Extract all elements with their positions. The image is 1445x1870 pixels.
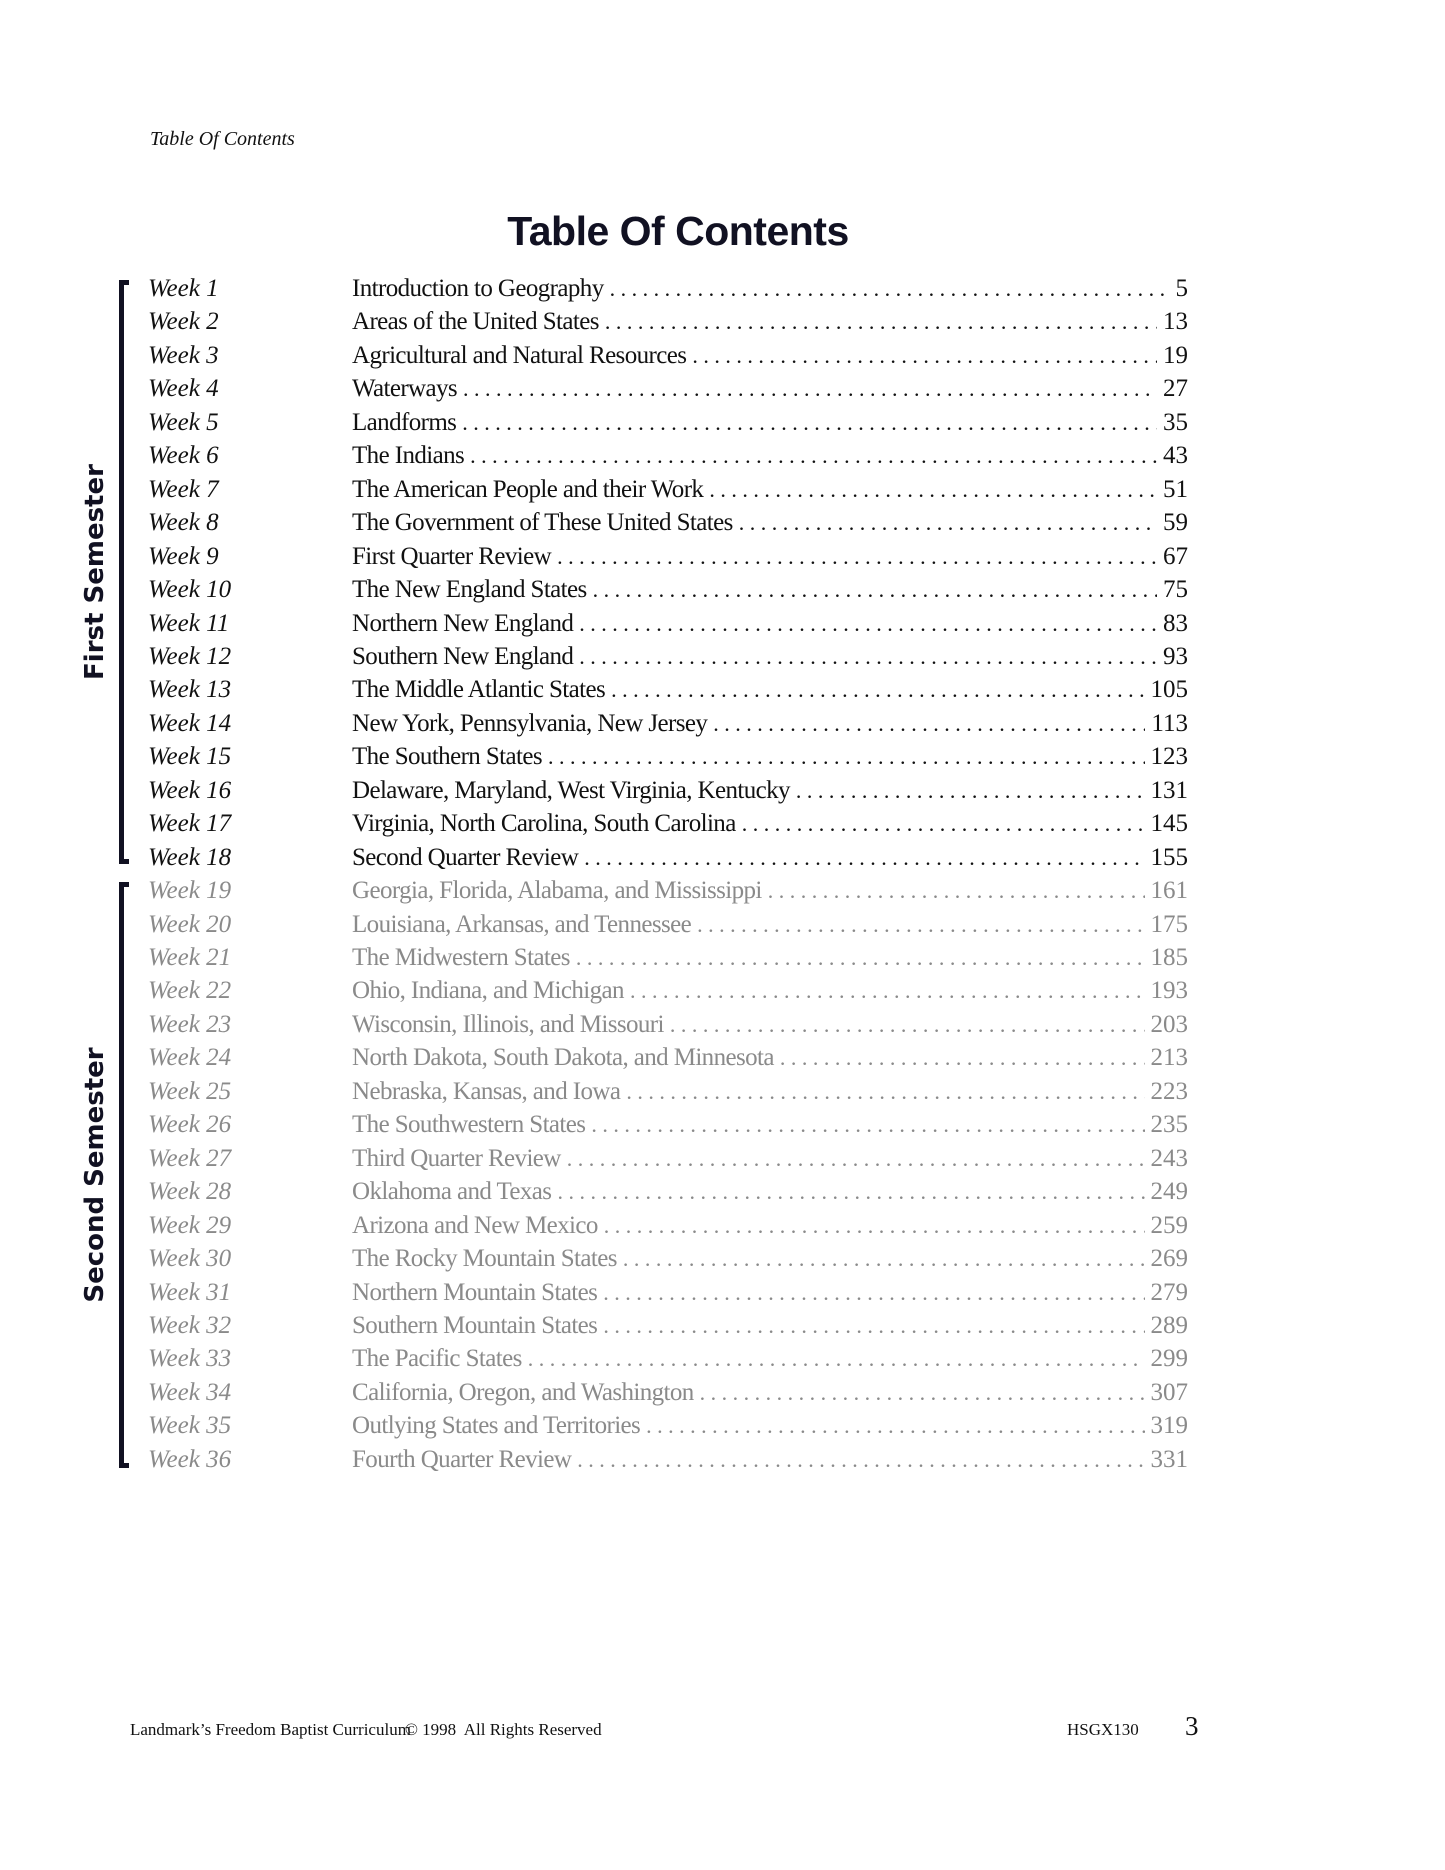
entry-page-number: 235	[1150, 1111, 1188, 1139]
toc-entry[interactable]	[352, 540, 1188, 573]
toc-row	[0, 874, 1445, 907]
entry-title: Southern New England	[352, 642, 574, 670]
week-label: Week 34	[148, 1378, 232, 1406]
leader-dots	[557, 1175, 1144, 1208]
entry-title: Ohio, Indiana, and Michigan	[352, 977, 624, 1005]
leader-dots	[742, 807, 1145, 840]
toc-entry[interactable]	[352, 1142, 1188, 1175]
leader-dots	[579, 640, 1157, 673]
toc-entry[interactable]	[352, 673, 1188, 706]
entry-title: The Indians	[352, 442, 465, 470]
entry-page-number: 35	[1163, 408, 1188, 436]
leader-dots	[796, 774, 1145, 807]
toc-entry[interactable]	[352, 874, 1188, 907]
toc-row	[0, 640, 1445, 673]
leader-dots	[567, 1142, 1145, 1175]
week-label: Week 11	[148, 609, 230, 637]
toc-row	[0, 1142, 1445, 1175]
week-label: Week 17	[148, 810, 232, 838]
entry-title: Areas of the United States	[352, 308, 599, 336]
toc-row	[0, 1175, 1445, 1208]
week-label: Week 27	[148, 1144, 232, 1172]
entry-title: The Pacific States	[352, 1345, 522, 1373]
entry-page-number: 113	[1151, 709, 1188, 737]
toc-entry[interactable]	[352, 1075, 1188, 1108]
entry-title: Nebraska, Kansas, and Iowa	[352, 1077, 621, 1105]
leader-dots	[591, 1108, 1144, 1141]
entry-title: The Government of These United States	[352, 509, 733, 537]
toc-row	[0, 974, 1445, 1007]
toc-entry[interactable]	[352, 740, 1188, 773]
week-label: Week 24	[148, 1044, 232, 1072]
entry-title: North Dakota, South Dakota, and Minnesota	[352, 1044, 774, 1072]
toc-row	[0, 908, 1445, 941]
entry-page-number: 299	[1150, 1345, 1188, 1373]
toc-row	[0, 272, 1445, 305]
toc-entry[interactable]	[352, 305, 1188, 338]
week-label: Week 36	[148, 1445, 232, 1473]
toc-row	[0, 573, 1445, 606]
week-label: Week 3	[148, 341, 219, 369]
week-label: Week 9	[148, 542, 219, 570]
toc-entry[interactable]	[352, 707, 1188, 740]
toc-entry[interactable]	[352, 640, 1188, 673]
entry-title: Outlying States and Territories	[352, 1412, 641, 1440]
entry-page-number: 59	[1163, 509, 1188, 537]
week-label: Week 21	[148, 944, 232, 971]
entry-page-number: 131	[1150, 776, 1188, 804]
entry-title: The Southwestern States	[352, 1111, 586, 1139]
toc-entry[interactable]	[352, 774, 1188, 807]
toc-row	[0, 339, 1445, 372]
week-label: Week 31	[148, 1278, 232, 1306]
entry-page-number: 249	[1150, 1178, 1188, 1206]
toc-entry[interactable]	[352, 1242, 1188, 1275]
entry-page-number: 5	[1175, 275, 1188, 302]
leader-dots	[780, 1041, 1145, 1074]
entry-title: Northern New England	[352, 609, 574, 637]
leader-dots	[611, 673, 1144, 706]
first-semester-label: First Semester	[80, 464, 110, 680]
week-label: Week 25	[148, 1077, 232, 1105]
leader-dots	[709, 473, 1157, 506]
entry-page-number: 193	[1150, 977, 1188, 1005]
toc-entry[interactable]	[352, 807, 1188, 840]
toc-row	[0, 540, 1445, 573]
entry-page-number: 307	[1150, 1378, 1188, 1406]
entry-page-number: 93	[1163, 642, 1188, 670]
toc-row	[0, 1309, 1445, 1342]
toc-row	[0, 1342, 1445, 1375]
toc-row	[0, 1242, 1445, 1275]
week-label: Week 14	[148, 709, 232, 737]
leader-dots	[646, 1409, 1144, 1442]
toc-entry[interactable]	[352, 573, 1188, 606]
entry-page-number: 289	[1150, 1311, 1188, 1339]
entry-page-number: 259	[1150, 1211, 1188, 1239]
week-label: Week 28	[148, 1178, 232, 1206]
leader-dots	[713, 707, 1145, 740]
toc-row	[0, 1041, 1445, 1074]
entry-title: First Quarter Review	[352, 542, 552, 570]
leader-dots	[579, 607, 1157, 640]
week-label: Week 1	[148, 275, 219, 302]
leader-dots	[548, 740, 1145, 773]
entry-title: Introduction to Geography	[352, 275, 604, 302]
entry-page-number: 43	[1163, 442, 1188, 470]
toc-entry[interactable]	[352, 506, 1188, 539]
entry-page-number: 123	[1150, 743, 1188, 771]
leader-dots	[470, 439, 1157, 472]
leader-dots	[528, 1342, 1145, 1375]
entry-page-number: 223	[1150, 1077, 1188, 1105]
entry-title: Georgia, Florida, Alabama, and Mississippi	[352, 877, 762, 905]
week-label: Week 6	[148, 442, 219, 470]
leader-dots	[463, 372, 1157, 405]
entry-page-number: 203	[1150, 1010, 1188, 1038]
entry-page-number: 269	[1150, 1245, 1188, 1273]
leader-dots	[462, 406, 1157, 439]
toc-row	[0, 406, 1445, 439]
entry-title: Agricultural and Natural Resources	[352, 341, 687, 369]
week-label: Week 12	[148, 642, 232, 670]
leader-dots	[603, 1309, 1144, 1342]
toc-row	[0, 473, 1445, 506]
toc-row	[0, 1276, 1445, 1309]
week-label: Week 35	[148, 1412, 232, 1440]
entry-title: The Middle Atlantic States	[352, 676, 606, 704]
toc-entry[interactable]	[352, 339, 1188, 372]
toc-row	[0, 1409, 1445, 1442]
toc-entry[interactable]	[352, 272, 1188, 305]
toc-entry[interactable]	[352, 941, 1188, 974]
running-header: Table Of Contents	[150, 128, 295, 150]
leader-dots	[577, 1443, 1144, 1476]
leader-dots	[557, 540, 1157, 573]
leader-dots	[576, 941, 1145, 974]
entry-title: Northern Mountain States	[352, 1278, 598, 1306]
toc-row	[0, 1108, 1445, 1141]
week-label: Week 13	[148, 676, 232, 704]
entry-title: Fourth Quarter Review	[352, 1445, 572, 1473]
week-label: Week 18	[148, 843, 232, 871]
entry-title: Waterways	[352, 375, 458, 403]
leader-dots	[603, 1276, 1144, 1309]
entry-title: Southern Mountain States	[352, 1311, 598, 1339]
week-label: Week 33	[148, 1345, 232, 1373]
entry-title: Virginia, North Carolina, South Carolina	[352, 810, 736, 838]
toc-row	[0, 941, 1445, 974]
entry-page-number: 243	[1150, 1144, 1188, 1172]
toc-entry[interactable]	[352, 1041, 1188, 1074]
footer-copyright: © 1998 All Rights Reserved	[405, 1720, 602, 1739]
toc-row	[0, 807, 1445, 840]
toc-row	[0, 673, 1445, 706]
footer-code: HSGX130	[1067, 1720, 1139, 1739]
toc-entry[interactable]	[352, 1008, 1188, 1041]
toc-entry[interactable]	[352, 841, 1188, 874]
toc-row	[0, 774, 1445, 807]
toc-row	[0, 1376, 1445, 1409]
week-label: Week 19	[148, 877, 232, 905]
week-label: Week 15	[148, 743, 232, 771]
toc-entry[interactable]	[352, 974, 1188, 1007]
leader-dots	[697, 908, 1144, 941]
entry-title: The Southern States	[352, 743, 542, 771]
entry-page-number: 331	[1150, 1445, 1188, 1473]
toc-entry[interactable]	[352, 439, 1188, 472]
leader-dots	[623, 1242, 1145, 1275]
entry-page-number: 145	[1150, 810, 1188, 838]
week-label: Week 30	[148, 1245, 232, 1273]
toc-entry[interactable]	[352, 1376, 1188, 1409]
leader-dots	[700, 1376, 1145, 1409]
entry-page-number: 175	[1150, 910, 1188, 938]
toc-row	[0, 1209, 1445, 1242]
entry-title: The American People and their Work	[352, 475, 704, 503]
toc-row	[0, 1008, 1445, 1041]
entry-page-number: 67	[1163, 542, 1188, 570]
entry-title: Delaware, Maryland, West Virginia, Kentucky	[352, 776, 790, 804]
entry-page-number: 13	[1163, 308, 1188, 336]
entry-title: Louisiana, Arkansas, and Tennessee	[352, 910, 692, 938]
toc-row	[0, 707, 1445, 740]
toc-entry[interactable]	[352, 607, 1188, 640]
leader-dots	[626, 1075, 1144, 1108]
toc-entry[interactable]	[352, 1309, 1188, 1342]
entry-page-number: 27	[1163, 375, 1188, 403]
week-label: Week 20	[148, 910, 232, 938]
toc-entry[interactable]	[352, 1276, 1188, 1309]
footer-page-number: 3	[1185, 1711, 1199, 1741]
week-label: Week 29	[148, 1211, 232, 1239]
toc-row	[0, 506, 1445, 539]
leader-dots	[670, 1008, 1145, 1041]
week-label: Week 26	[148, 1111, 232, 1139]
week-label: Week 32	[148, 1311, 232, 1339]
footer-publisher: Landmark’s Freedom Baptist Curriculum	[130, 1720, 411, 1739]
entry-title: Oklahoma and Texas	[352, 1178, 552, 1206]
toc-entry[interactable]	[352, 1108, 1188, 1141]
week-label: Week 7	[148, 475, 219, 503]
leader-dots	[610, 272, 1170, 305]
toc-row	[0, 439, 1445, 472]
week-label: Week 4	[148, 375, 219, 403]
leader-dots	[692, 339, 1157, 372]
week-label: Week 5	[148, 408, 219, 436]
toc-row	[0, 1075, 1445, 1108]
entry-page-number: 105	[1150, 676, 1188, 704]
toc-entry[interactable]	[352, 908, 1188, 941]
entry-title: Arizona and New Mexico	[352, 1211, 598, 1239]
toc-row	[0, 740, 1445, 773]
toc-entry[interactable]	[352, 1342, 1188, 1375]
leader-dots	[604, 1209, 1145, 1242]
toc-entry[interactable]	[352, 406, 1188, 439]
entry-page-number: 161	[1150, 877, 1188, 905]
toc-row	[0, 372, 1445, 405]
entry-page-number: 213	[1150, 1044, 1188, 1072]
entry-page-number: 279	[1150, 1278, 1188, 1306]
toc-entry[interactable]	[352, 1409, 1188, 1442]
toc-entry[interactable]	[352, 473, 1188, 506]
entry-title: Second Quarter Review	[352, 843, 579, 871]
toc-entry[interactable]	[352, 1175, 1188, 1208]
entry-page-number: 51	[1163, 475, 1188, 503]
week-label: Week 16	[148, 776, 232, 804]
entry-title: The Midwestern States	[352, 944, 570, 971]
entry-title: The Rocky Mountain States	[352, 1245, 617, 1273]
leader-dots	[593, 573, 1157, 606]
toc-entry[interactable]	[352, 372, 1188, 405]
toc-row	[0, 305, 1445, 338]
leader-dots	[630, 974, 1145, 1007]
entry-title: New York, Pennsylvania, New Jersey	[352, 709, 708, 737]
entry-title: Wisconsin, Illinois, and Missouri	[352, 1010, 664, 1038]
entry-page-number: 75	[1163, 576, 1188, 604]
leader-dots	[584, 841, 1144, 874]
entry-page-number: 83	[1163, 609, 1188, 637]
entry-page-number: 185	[1150, 944, 1188, 971]
entry-page-number: 155	[1150, 843, 1188, 871]
toc-entry[interactable]	[352, 1443, 1188, 1476]
week-label: Week 10	[148, 576, 232, 604]
week-label: Week 2	[148, 308, 219, 336]
entry-title: Third Quarter Review	[352, 1144, 561, 1172]
week-label: Week 23	[148, 1010, 232, 1038]
toc-row	[0, 607, 1445, 640]
second-semester-label: Second Semester	[80, 1047, 110, 1303]
week-label: Week 8	[148, 509, 219, 537]
entry-title: California, Oregon, and Washington	[352, 1378, 694, 1406]
entry-title: Landforms	[352, 408, 457, 436]
leader-dots	[739, 506, 1157, 539]
toc-row	[0, 841, 1445, 874]
week-label: Week 22	[148, 977, 232, 1005]
leader-dots	[605, 305, 1157, 338]
entry-page-number: 319	[1150, 1412, 1188, 1440]
leader-dots	[768, 874, 1145, 907]
toc-entry[interactable]	[352, 1209, 1188, 1242]
toc-row	[0, 1443, 1445, 1476]
entry-title: The New England States	[352, 576, 587, 604]
page-title: Table Of Contents	[507, 208, 849, 254]
entry-page-number: 19	[1163, 341, 1188, 369]
